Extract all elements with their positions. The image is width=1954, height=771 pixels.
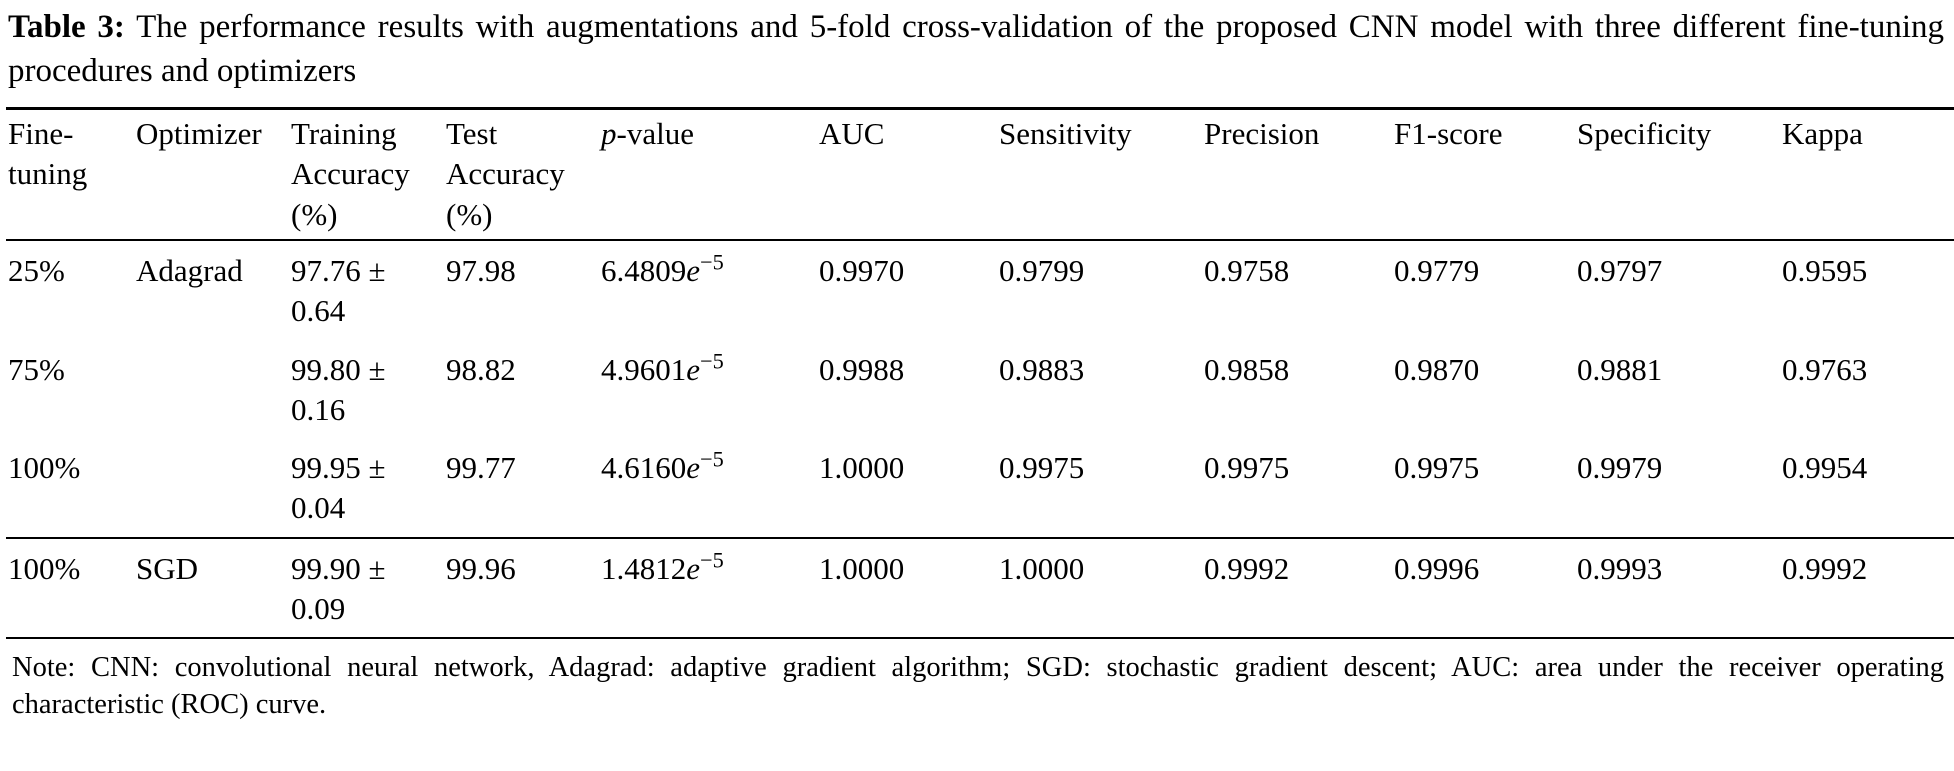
cell-p-value: $6.4809e^{-5}$	[599, 240, 817, 340]
caption-text: The performance results with augmentations and 5-fold cross-validation of the proposed CNN model with three different fine-tuning procedures and optimizers	[8, 9, 1945, 89]
cell-sensitivity: 0.9799	[997, 240, 1202, 340]
cell-optimizer: SGD	[134, 538, 289, 639]
cell-specificity: 0.9979	[1577, 450, 1663, 486]
cell-fine-tuning: 100%	[8, 450, 81, 486]
cell-auc: 1.0000	[817, 538, 997, 639]
p-value-mantissa: 4.9601	[601, 351, 687, 387]
header-row	[6, 109, 1954, 240]
table-header	[6, 109, 1954, 240]
table-caption	[6, 6, 1948, 93]
cell-specificity: 0.9993	[1575, 538, 1780, 639]
column-header-optimizer: Optimizer	[134, 109, 289, 240]
cell-training-accuracy: 97.76 ± 0.64	[289, 240, 444, 340]
cell-sensitivity: 0.9975	[999, 450, 1085, 486]
cell-optimizer	[134, 340, 289, 439]
table-row	[6, 538, 1954, 639]
p-value-exponent: −5	[700, 249, 724, 275]
p-value-mantissa: 6.4809	[601, 252, 687, 288]
cell-kappa: 0.9954	[1782, 450, 1868, 486]
column-header-training-accuracy: Training Accuracy (%)	[289, 109, 444, 240]
column-header-f1-score: F1-score	[1392, 109, 1575, 240]
column-header-fine-tuning: Fine-tuning	[6, 109, 134, 240]
table-body-group-adagrad	[6, 240, 1954, 538]
column-header-auc: AUC	[817, 109, 997, 240]
p-value-exponent: −5	[700, 348, 724, 374]
table-row	[6, 340, 1954, 439]
cell-precision: 0.9858	[1204, 351, 1290, 387]
cell-test-accuracy: 99.96	[444, 538, 599, 639]
cell-test-accuracy: 98.82	[446, 351, 516, 387]
p-value-exponent: −5	[700, 446, 724, 472]
p-value-mantissa: 1.4812	[601, 550, 687, 586]
column-header-test-accuracy: Test Accuracy (%)	[444, 109, 599, 240]
cell-precision: 0.9992	[1202, 538, 1392, 639]
cell-fine-tuning: 25%	[6, 240, 134, 340]
column-header-sensitivity: Sensitivity	[997, 109, 1202, 240]
cell-f1-score: 0.9870	[1394, 351, 1480, 387]
cell-p-value: $4.6160e^{-5}$	[601, 446, 724, 486]
cell-test-accuracy: 97.98	[444, 240, 599, 340]
cell-training-accuracy: 99.95 ± 0.04	[291, 450, 386, 526]
cell-optimizer	[134, 438, 289, 538]
table-body-group-sgd	[6, 538, 1954, 639]
column-header-p-value: p-value	[599, 109, 817, 240]
cell-p-value: $4.9601e^{-5}$	[601, 348, 724, 387]
cell-fine-tuning: 75%	[8, 351, 65, 387]
table-note: Note: CNN: convolutional neural network, Adagrad: adaptive gradient algorithm; SGD: stochastic gradient descent; AUC: area under the receiver operating characteristic (ROC) curve.	[12, 652, 1944, 721]
cell-specificity: 0.9797	[1575, 240, 1780, 340]
cell-specificity: 0.9881	[1577, 351, 1663, 387]
p-value-mantissa: 4.6160	[601, 450, 687, 486]
cell-kappa: 0.9992	[1780, 538, 1954, 639]
cell-test-accuracy: 99.77	[446, 450, 516, 486]
cell-p-value: $1.4812e^{-5}$	[599, 538, 817, 639]
table-row	[6, 438, 1954, 538]
cell-kappa: 0.9763	[1782, 351, 1868, 387]
cell-auc: 0.9988	[819, 351, 905, 387]
cell-sensitivity: 1.0000	[997, 538, 1202, 639]
cell-sensitivity: 0.9883	[999, 351, 1085, 387]
column-header-precision: Precision	[1202, 109, 1392, 240]
column-header-kappa: Kappa	[1780, 109, 1954, 240]
cell-precision: 0.9758	[1202, 240, 1392, 340]
caption-label: Table 3:	[8, 9, 125, 45]
column-header-specificity: Specificity	[1575, 109, 1780, 240]
cell-f1-score: 0.9779	[1392, 240, 1575, 340]
cell-fine-tuning: 100%	[6, 538, 134, 639]
cell-training-accuracy: 99.80 ± 0.16	[291, 351, 386, 427]
cell-f1-score: 0.9996	[1392, 538, 1575, 639]
cell-auc: 0.9970	[817, 240, 997, 340]
p-value-exponent: −5	[700, 547, 724, 573]
cell-training-accuracy: 99.90 ± 0.09	[289, 538, 444, 639]
cell-auc: 1.0000	[819, 450, 905, 486]
cell-optimizer: Adagrad	[134, 240, 289, 340]
table-row	[6, 240, 1954, 340]
cell-f1-score: 0.9975	[1394, 450, 1480, 486]
results-table	[6, 107, 1954, 639]
cell-kappa: 0.9595	[1780, 240, 1954, 340]
cell-precision: 0.9975	[1204, 450, 1290, 486]
